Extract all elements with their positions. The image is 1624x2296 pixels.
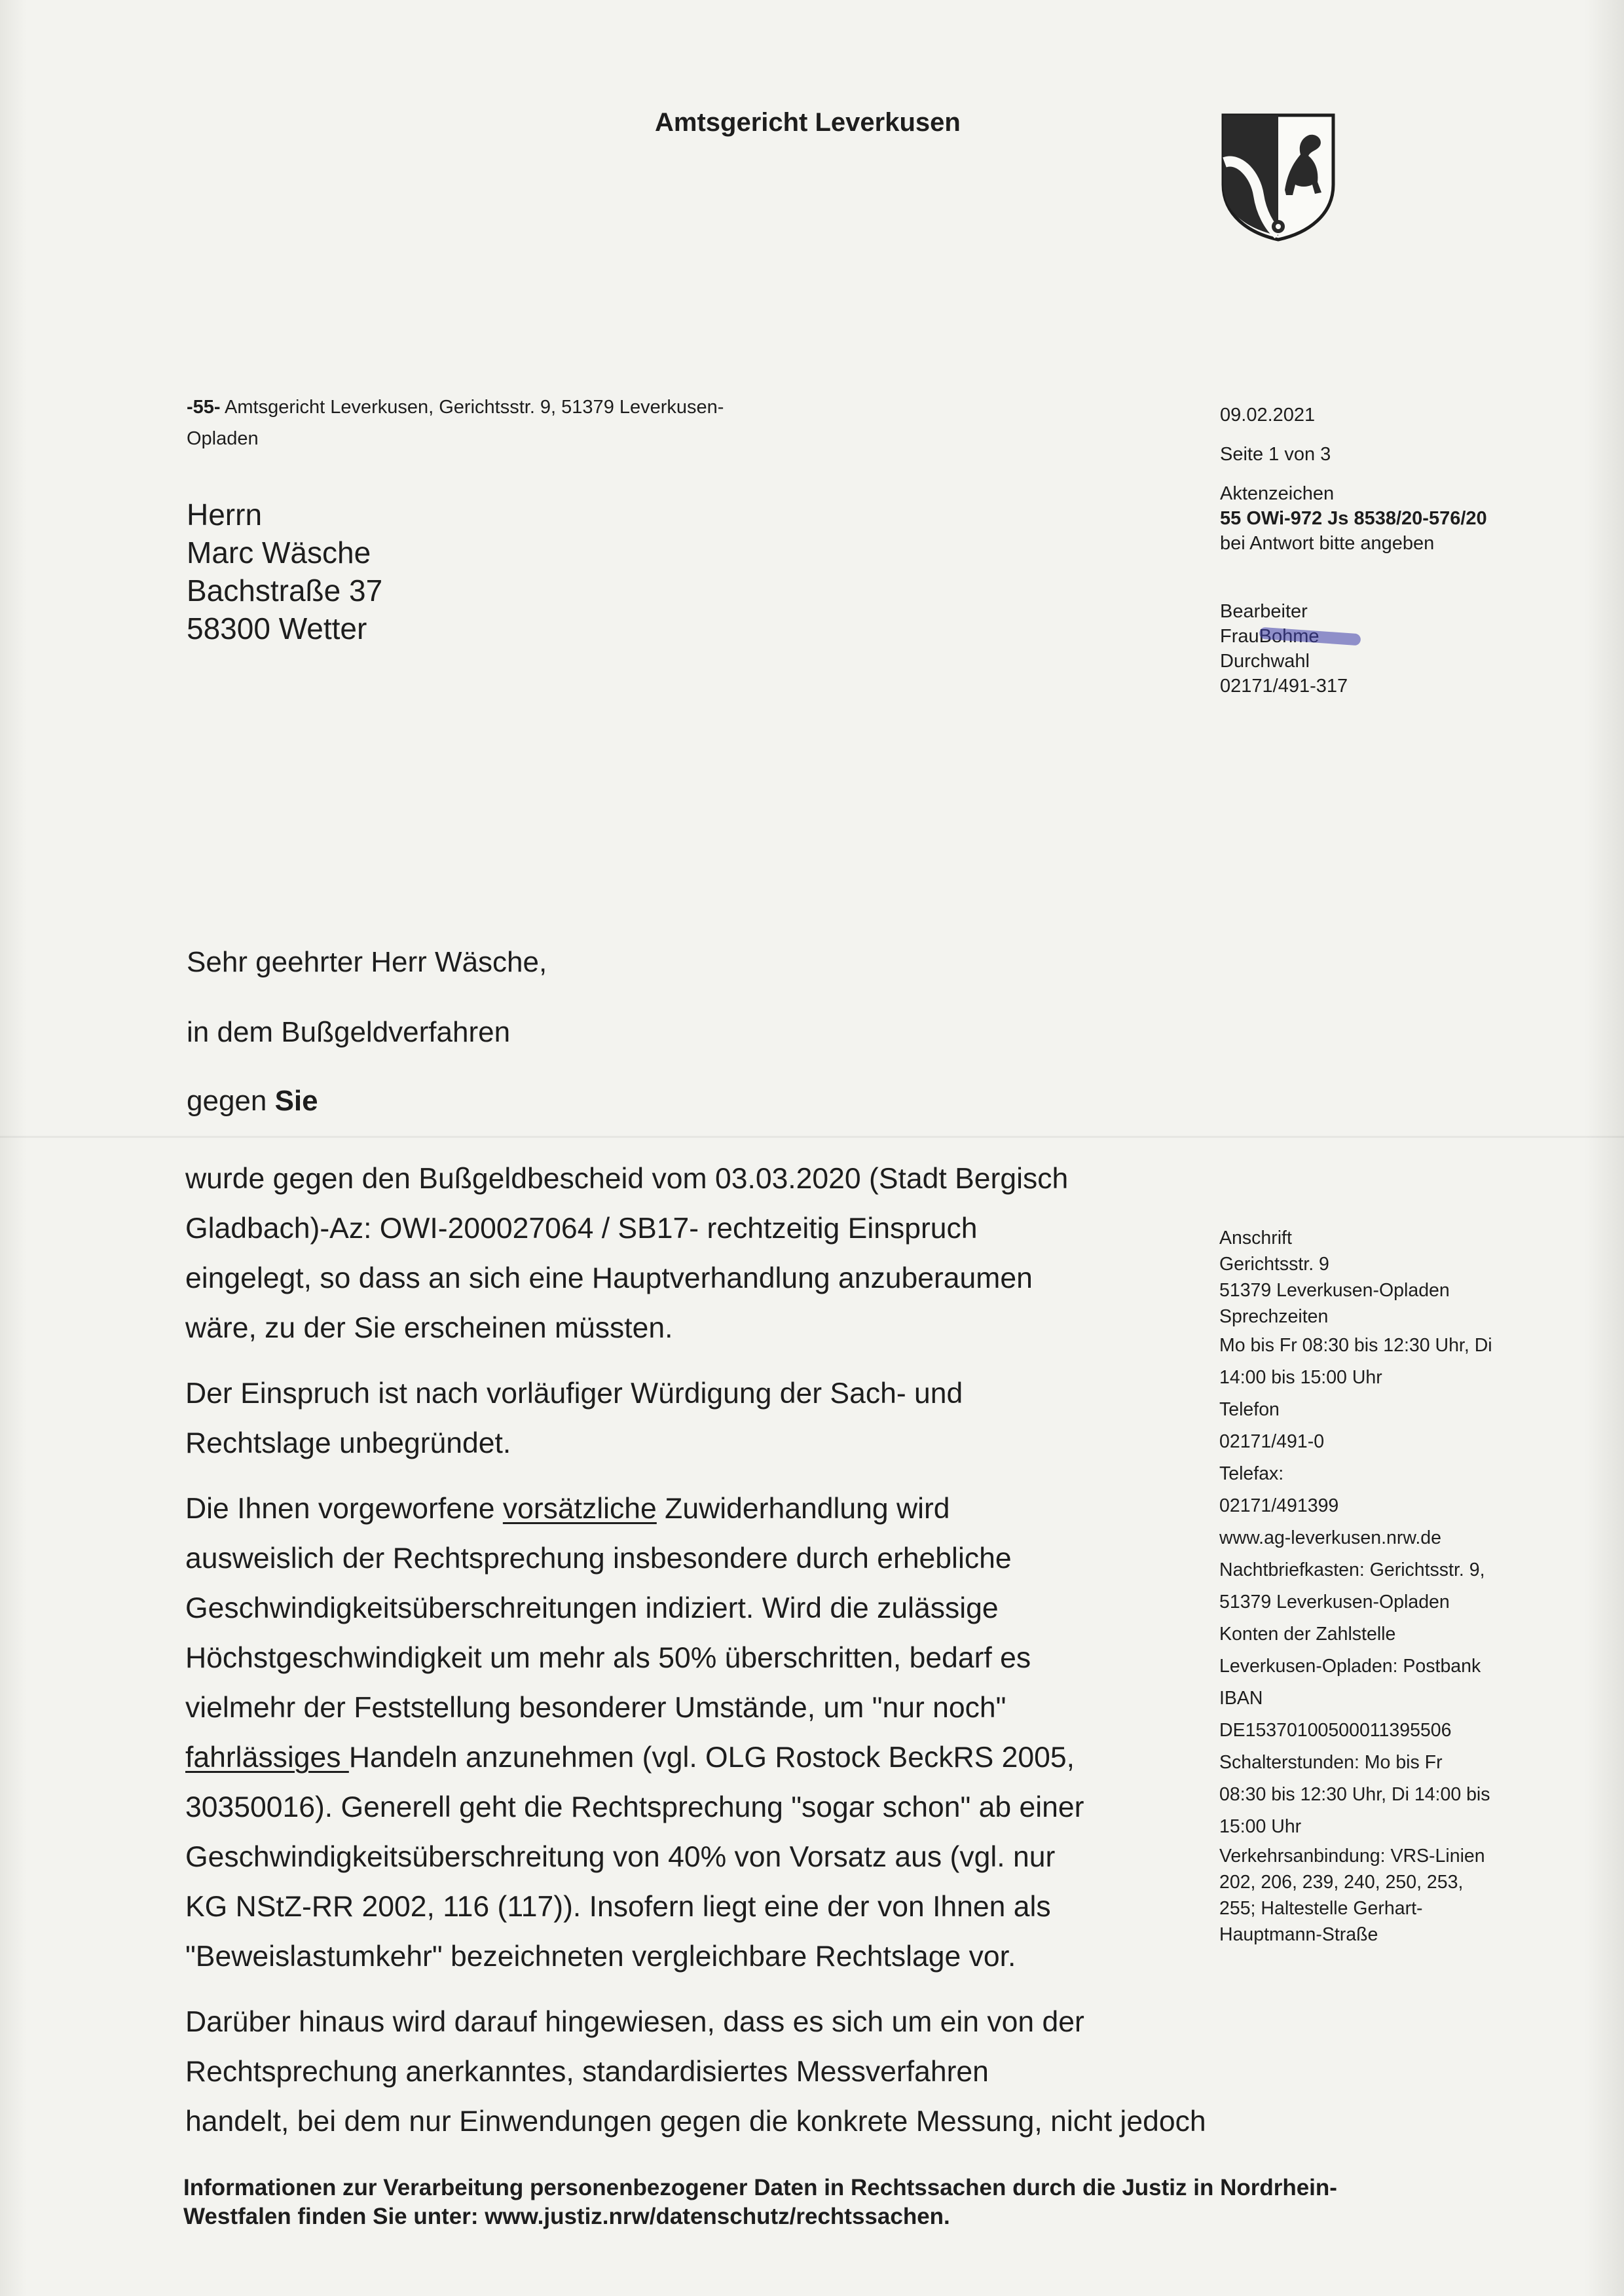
court-title: Amtsgericht Leverkusen [655, 108, 961, 137]
sidebar-line: Mo bis Fr 08:30 bis 12:30 Uhr, Di [1219, 1335, 1492, 1356]
paper-fold-line [0, 1136, 1624, 1138]
sidebar-line: IBAN [1219, 1688, 1263, 1709]
nrw-coat-of-arms-icon [1219, 111, 1337, 242]
recipient-city: 58300 Wetter [187, 611, 367, 646]
paragraph1-line: wurde gegen den Bußgeldbescheid vom 03.03.2020 (Stadt Bergisch [185, 1163, 1069, 1195]
paragraph3-line: Geschwindigkeitsüberschreitungen indiziert. Wird die zulässige [185, 1592, 999, 1624]
letter-date: 09.02.2021 [1220, 405, 1316, 426]
aktenzeichen-note: bei Antwort bitte angeben [1220, 533, 1435, 554]
recipient-salutation: Herrn [187, 498, 263, 532]
sidebar-line: 15:00 Uhr [1219, 1816, 1302, 1837]
footer-line2: Westfalen finden Sie unter: www.justiz.nrw/datenschutz/rechtssachen. [183, 2204, 950, 2229]
sender-address-line2: Opladen [187, 428, 259, 449]
paragraph3-line: KG NStZ-RR 2002, 116 (117)). Insofern liegt eine der von Ihnen als [185, 1891, 1051, 1923]
intro-bold-sie: Sie [274, 1085, 318, 1117]
footer-line1: Informationen zur Verarbeitung personenbezogener Daten in Rechtssachen durch die Justiz in Nordrhein- [183, 2175, 1337, 2200]
sidebar-line: 14:00 bis 15:00 Uhr [1219, 1367, 1382, 1388]
sender-return-address [187, 392, 835, 454]
paragraph3-line: fahrlässiges Handeln anzunehmen (vgl. OLG Rostock BeckRS 2005, [185, 1741, 1075, 1774]
sidebar-line: Nachtbriefkasten: Gerichtsstr. 9, [1219, 1559, 1485, 1580]
paragraph3-line: Geschwindigkeitsüberschreitung von 40% von Vorsatz aus (vgl. nur [185, 1841, 1056, 1873]
sidebar-line: Anschrift [1219, 1228, 1292, 1248]
letter-salutation: Sehr geehrter Herr Wäsche, [187, 946, 547, 978]
recipient-address [187, 496, 382, 647]
paragraph4-line: handelt, bei dem nur Einwendungen gegen die konkrete Messung, nicht jedoch [185, 2105, 1206, 2138]
sidebar-line: 51379 Leverkusen-Opladen [1219, 1280, 1450, 1301]
letter-meta [1220, 403, 1487, 699]
recipient-name: Marc Wäsche [187, 536, 371, 570]
sidebar-line: Leverkusen-Opladen: Postbank [1219, 1656, 1481, 1677]
paragraph2-line: Rechtslage unbegründet. [185, 1427, 511, 1459]
sidebar-line: 202, 206, 239, 240, 250, 253, [1219, 1872, 1464, 1893]
paragraph1-line: eingelegt, so dass an sich eine Hauptverhandlung anzuberaumen [185, 1262, 1033, 1294]
paragraph3-line: vielmehr der Feststellung besonderer Umstände, um "nur noch" [185, 1692, 1006, 1724]
bearbeiter-prefix: Frau [1220, 626, 1259, 647]
letter-body [185, 1154, 1213, 2147]
scan-shadow-left [0, 0, 26, 2296]
aktenzeichen-value: 55 OWi-972 Js 8538/20-576/20 [1220, 508, 1487, 529]
sender-code: -55- [187, 397, 221, 418]
sidebar-line: 02171/491-0 [1219, 1431, 1325, 1452]
paragraph3-line: "Beweislastumkehr" bezeichneten vergleichbare Rechtslage vor. [185, 1941, 1016, 1973]
aktenzeichen-label: Aktenzeichen [1220, 483, 1335, 504]
sidebar-line: 255; Haltestelle Gerhart- [1219, 1898, 1423, 1919]
sidebar-line: Hauptmann-Straße [1219, 1924, 1378, 1945]
paragraph4-line: Darüber hinaus wird darauf hingewiesen, dass es sich um ein von der [185, 2006, 1084, 2038]
page-indicator: Seite 1 von 3 [1220, 444, 1331, 465]
letter-intro-line2: gegen Sie [187, 1085, 318, 1117]
paragraph4-line: Rechtsprechung anerkanntes, standardisiertes Messverfahren [185, 2056, 989, 2088]
sidebar-line: Gerichtsstr. 9 [1219, 1254, 1329, 1275]
paragraph3-line: Die Ihnen vorgeworfene vorsätzliche Zuwiderhandlung wird [185, 1493, 950, 1525]
paragraph1-line: Gladbach)-Az: OWI-200027064 / SB17- rechtzeitig Einspruch [185, 1212, 978, 1245]
sidebar-line: Verkehrsanbindung: VRS-Linien [1219, 1846, 1485, 1867]
court-contact-sidebar [1219, 1225, 1492, 1948]
durchwahl-value: 02171/491-317 [1220, 676, 1348, 697]
sidebar-line: 51379 Leverkusen-Opladen [1219, 1592, 1450, 1613]
scan-shadow-right [1585, 0, 1624, 2296]
sidebar-line: www.ag-leverkusen.nrw.de [1219, 1527, 1441, 1548]
underlined-fahrlaessiges: fahrlässiges [185, 1741, 349, 1774]
sidebar-line: Konten der Zahlstelle [1219, 1624, 1396, 1645]
sidebar-line: DE15370100500011395506 [1219, 1720, 1452, 1741]
sidebar-line: 08:30 bis 12:30 Uhr, Di 14:00 bis [1219, 1784, 1490, 1805]
bearbeiter-label: Bearbeiter [1220, 601, 1308, 622]
paragraph3-line: ausweislich der Rechtsprechung insbesondere durch erhebliche [185, 1542, 1012, 1575]
letter-intro-line1: in dem Bußgeldverfahren [187, 1016, 511, 1048]
durchwahl-label: Durchwahl [1220, 651, 1310, 672]
paragraph3-line: Höchstgeschwindigkeit um mehr als 50% überschritten, bedarf es [185, 1642, 1031, 1674]
sidebar-line: Sprechzeiten [1219, 1306, 1329, 1327]
bearbeiter-name-redacted [1259, 624, 1320, 649]
paragraph1-line: wäre, zu der Sie erscheinen müssten. [185, 1312, 673, 1344]
paragraph3-line: 30350016). Generell geht die Rechtsprechung "sogar schon" ab einer [185, 1791, 1084, 1823]
sender-address-line1: Amtsgericht Leverkusen, Gerichtsstr. 9, 51379 Leverkusen- [220, 397, 724, 418]
sidebar-line: Telefon [1219, 1399, 1280, 1420]
paragraph2-line: Der Einspruch ist nach vorläufiger Würdigung der Sach- und [185, 1377, 963, 1410]
privacy-footer [183, 2174, 1493, 2231]
sidebar-line: Schalterstunden: Mo bis Fr [1219, 1752, 1443, 1773]
recipient-street: Bachstraße 37 [187, 574, 383, 608]
sidebar-line: Telefax: [1219, 1463, 1284, 1484]
sidebar-line: 02171/491399 [1219, 1495, 1339, 1516]
underlined-vorsaetzliche: vorsätzliche [502, 1493, 657, 1525]
